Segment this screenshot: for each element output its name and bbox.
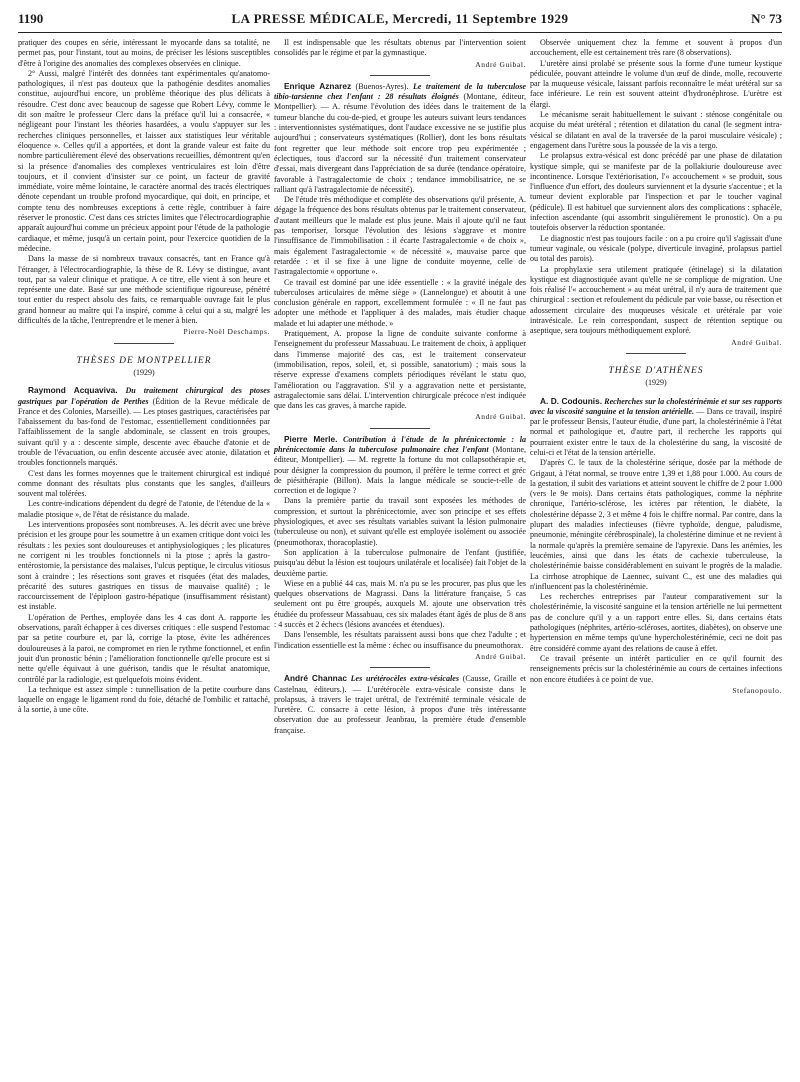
signature: Pierre-Noël Deschamps.	[183, 327, 270, 337]
review-entry	[530, 396, 782, 459]
journal-title: LA PRESSE MÉDICALE, Mercredi, 11 Septembre 1929	[231, 11, 569, 26]
paragraph: Les interventions proposées sont nombreuses. A. les décrit avec une brève précision et les groupe pour les soumettre à un examen critique dont voici les résultats : les pexies sont douloureuses et antiphysiologiques ; les plicatures ne corrigent ni les troubles fonctionnels ni la ptose ; après la gastro-entérostomie, la persistance des malaises, l'ulcus peptique, le circulus vitiosus sont à craindre ; les résections sont graves et risquées (état des malades, précarité des sutures gastriques en tissus de mauvaise qualité) ; le raccourcissement de l'épiploon gastro-hépatique (insuffisamment résistant) est instable.	[18, 520, 270, 612]
signature: André Guibal.	[475, 59, 526, 69]
review-title: Les urétérocèles extra-vésicales	[350, 674, 460, 684]
paragraph: Dans la masse de si nombreux travaux consacrés, tant en France qu'à l'étranger, à l'électrocardiographie, la thèse de R. Lévy se distingue, avant tout, par sa valeur clinique et pratique. A ce titre, elle vient à son heure et représente une date. Basé sur une méthode scientifique rigoureuse, pénétré tout entier du respect absolu des faits, ce remarquable ouvrage fait le plus grand honneur au maître qui l'a inspiré, comme à celui qui a su, malgré les difficultés de la tâche, l'entreprendre et le mener à bien.	[18, 254, 270, 326]
review-text: — Dans ce travail, inspiré par le professeur Bensis, l'auteur étudie, d'une part, la cholestérinémie à l'état normal et pathologique et, d'autre part, il recherche les rapports qui pourraient exister entre le taux de la cholestérine du sang, la viscosité de celui-ci et l'état de la tension artérielle.	[530, 406, 783, 457]
paragraph: 2° Aussi, malgré l'intérêt des données tant expérimentales qu'anatomo-pathologiques, il n'est pas douteux que la pathogénie desdites anomalies constitue, aujourd'hui encore, un problème théorique des plus délicats à résoudre. C'est donc avec beaucoup de sagesse que Robert Lévy, comme le dit son maître le professeur Clerc dans la préface qu'il lui a consacrée, « négligeant pour l'instant les théories hasardées, a voulu s'appuyer sur les recherches cliniques personnelles, et laisser aux statistiques leur véritable éloquence ». Celles qu'il a apportées, et dont la grande valeur est faite du nombre particulièrement élevé des observations recueillies, démontrent qu'en si la présence d'anomalies des complexes ventriculaires est loin d'être toujours, et il convient d'insister sur ce point, un facteur de gravité immédiate, voire même lointaine, le caractère anormal des tracés électriques dénote cependant un trouble profond myocardique, qui doit, en principe, et compte tenu des nombreuses exceptions à cette règle, contribuer à faire réserver le pronostic. C'est dans ces strictes limites que l'électrocardiographie apparaît aujourd'hui comme un précieux appoint pour l'étude de la pathologie cardiaque, et même, jusqu'à un certain point, pour l'exercice quotidien de la médecine.	[18, 68, 270, 253]
divider	[626, 353, 686, 354]
paragraph: Pratiquement, A. propose la ligne de conduite suivante conforme à l'enseignement du professeur Massabuau. Le traitement de choix, à appliquer dans l'immense majorité des cas, est le traitement conservateur (immobilisation, repos, soleil, et, si possible, sanatorium) ; mais sous la réserve expresse d'examens complets périodiques révélant le statu quo, l'amélioration ou l'aggravation. S'il y a aggravation nette et persistante, astragalectomie sans délai. L'intervention chirurgicale précoce n'est indiquée que dans les cas graves, à marche rapide.	[274, 329, 526, 411]
paragraph: La technique est assez simple : tunnellisation de la petite courbure dans laquelle on engage le ligament rond du foie, détaché de l'ombilic et rattaché, à la sortie, à une côte.	[18, 684, 270, 715]
section-title: THÈSE D'ATHÈNES	[608, 365, 704, 376]
paragraph: Ce travail présente un intérêt particulier en ce qu'il fournit des renseignements précis sur la cholestérinémie au cours de certaines infections non encore étudiées à ce point de vue.	[530, 653, 782, 684]
paragraph: pratiquer des coupes en série, intéressant le myocarde dans sa totalité, ne permet pas, pour l'instant, tout au moins, de préciser les lésions susceptibles d'être à l'origine des anomalies des complexes observées en clinique.	[18, 38, 270, 68]
paragraph: Les contre-indications dépendent du degré de l'atonie, de l'étendue de la « maladie ptosique », de l'état de résistance du malade.	[18, 499, 270, 519]
review-entry	[274, 434, 526, 497]
paragraph: L'opération de Perthes, employée dans les 4 cas dont A. rapporte les observations, paraît échapper à ces diverses critiques : elle suspend l'estomac par sa petite courbure et, par là, corrige la ptose, évite les adhérences douloureuses à la paroi, ne compromet en rien le rythme fonctionnel, et enfin jouit d'un pronostic bénin ; l'amélioration fonctionnelle qu'elle procure est si nette qu'elle équivaut à une guérison, tandis que le résultat anatomique, contrôlé par la radiologie, est quelquefois moins évident.	[18, 612, 270, 684]
review-entry	[18, 385, 270, 468]
paragraph: Dans la première partie du travail sont exposées les méthodes de compression, et surtout la phrénicectomie, avec son principe et ses effets physiologiques, et avec ses résultats variables suivant la lésion pulmonaire (tuberculeuse ou non), et suivant qu'elle est employée isolément ou associée (pneumothorax, thoracoplastie).	[274, 496, 526, 547]
review-entry	[274, 81, 526, 195]
review-text: (Montane, éditeur, Montpellier). — A. résume l'évolution des idées dans le traitement de la tumeur blanche du cou-de-pied, et groupe les auteurs suivant leurs tendances : interventionnistes systématiques, dont l'audace excessive ne se justifie plus aujourd'hui ; conservateurs systématiques (Rollier), dont les bons résultats font regretter que leur méthode soit encore trop peu expérimentée ; éclectiques, tous d'accord sur la nécessité d'un traitement conservateur d'essai, mais divergeant dans l'appréciation de sa durée (tendance opératoire, favorable à l'astragalectomie de choix ; tendance immobilisatrice, ne se ralliant qu'à l'astragalectomie de nécessité).	[274, 92, 526, 194]
section-year: (1929)	[645, 378, 667, 388]
divider	[370, 428, 430, 429]
review-place: (Buenos-Ayres).	[355, 81, 409, 91]
paragraph: Son application à la tuberculose pulmonaire de l'enfant (justifiée, puisqu'au début la lésion est toujours unilatérale et localisée) fait l'objet de la deuxième partie.	[274, 547, 526, 578]
paragraph: De l'étude très méthodique et complète des observations qu'il présente, A. dégage la fréquence des bons résultats obtenus par le traitement conservateur, d'autant meilleurs que le malade est plus jeune. Mais il ajoute qu'il ne faut pas temporiser, lorsque l'évolution des lésions s'aggrave et montre l'insuffisance de l'immobilisation : il écarte l'astragalectomie « de choix », mais également l'astragalectomie « de nécessité », mauvaise parce que retardée : et il se fixe à une ligne de conduite moyenne, celle de l'astragalectomie « opportune ».	[274, 195, 526, 277]
paragraph: Ce travail est dominé par une idée essentielle : « la gravité inégale des tuberculoses articulaires de même siège » (Lannelongue) et aboutit à une conclusion générale en rapport, excellemment formulée : « Il ne faut pas adopter une méthode et l'appliquer à des malades, mais étudier chaque malade et lui adapter une méthode. »	[274, 277, 526, 328]
section-year: (1929)	[133, 367, 155, 377]
signature: André Guibal.	[731, 337, 782, 347]
paragraph: C'est dans les formes moyennes que le traitement chirurgical est indiqué comme donnant des résultats plus constants que les sangles, d'ailleurs souvent mal tolérées.	[18, 468, 270, 499]
issue-number: N° 73	[751, 11, 782, 26]
signature: Stefanopoulo.	[732, 685, 782, 695]
paragraph: Observée uniquement chez la femme et souvent à propos d'un accouchement, elle est certainement très rare (8 observations).	[530, 38, 782, 58]
review-entry	[274, 673, 526, 736]
header-rule	[18, 32, 782, 33]
paragraph: Le mécanisme serait habituellement le suivant : sténose congénitale ou acquise du méat urétéral ; rétention et dilatation du canal (le segment intra-vésical se dilatant en aval de la traversée de la paroi musculaire vésicale) ; engagement dans l'urètre sous la poussée de la vis a tergo.	[530, 110, 782, 150]
paragraph: Les recherches entreprises par l'auteur comparativement sur la cholestérinémie, la viscosité sanguine et la tension artérielle ne lui permettent pas de conclure qu'il y a un rapport entre elles. Si, dans certains états pathologiques (néphrites, artério-scléroses, aortites, diabètes), on observe une hypertension en même temps qu'une hypercholestérinémie, ceci ne doit pas être considéré comme ayant des relations de cause à effet.	[530, 592, 782, 653]
review-author: A. D. Codounis.	[540, 395, 603, 406]
signature: André Guibal.	[475, 651, 526, 661]
column-3	[530, 38, 782, 701]
divider	[370, 667, 430, 668]
review-author: André Channac	[284, 673, 347, 684]
paragraph: La prophylaxie sera utilement pratiquée (étinelage) si la dilatation kystique est diagnostiquée avant qu'elle ne se complique de migration. Une fois réalisé l'« accouchement » au méat urétral, il n'y aura de traitement que chirurgical : section et refoulement du pédicule par voie basse, ou résection et adossement circulaire des muqueuses vésicale et urétérale par voie intravésicale. Le rein correspondant, suspect de rétention septique ou aseptique, sera toujours méthodiquement exploré.	[530, 264, 782, 336]
review-text: (Montane, éditeur, Montpellier). — M. regrette la fortune du mot collapsothérapie et, pour désigner la compression du poumon, il préfère le terme correct et gréc de piésithérapie (Billon). Mais la langue médicale se soucie-t-elle de correction et de logique ?	[274, 444, 527, 496]
paragraph: Il est indispensable que les résultats obtenus par l'intervention soient consolidés par le régime et par la gymnastique.	[274, 38, 526, 58]
review-title: Contribution à l'étude de la phrénicectomie : la phrénicectomie dans la tuberculose pulmonaire chez l'enfant	[274, 434, 526, 454]
paragraph: Le diagnostic n'est pas toujours facile : on a pu croire qu'il s'agissait d'une tumeur vaginale, ou vésicale (polype, diverticule invaginé, prolapsus partiel ou total des parois).	[530, 233, 782, 264]
review-author: Raymond Acquaviva.	[28, 385, 118, 396]
signature: André Guibal.	[475, 412, 526, 422]
paragraph: L'uretère ainsi prolabé se présente sous la forme d'une tumeur kystique pédiculée, pouvant atteindre le volume d'un œuf de dinde, molle, recouverte par la muqueuse vésicale, laissant parfois reconnaître le méat urétéral sur sa face inférieure. Le rein est souvent atteint d'hydronéphrose. L'urètre est élargi.	[530, 58, 782, 109]
review-title: Le traitement de la tuberculose tibio-tarsienne chez l'enfant : 28 résultats éloignés	[274, 81, 526, 102]
review-author: Pierre Merle.	[284, 433, 338, 444]
column-1	[18, 38, 270, 716]
paragraph: Wiese en a publié 44 cas, mais M. n'a pu se les procurer, pas plus que les quelques observations de Magrassi. Dans la littérature française, 5 cas seulement ont pu être groupés, auxquels M. ajoute une observation très étudiée du professeur Massabuau, ces six malades étant âgés de plus de 8 ans : 4 succès et 2 échecs (lésions avancées et étendues).	[274, 578, 526, 630]
page-number: 1190	[18, 11, 44, 26]
review-title: Du traitement chirurgical des ptoses gastriques par l'opération de Perthes	[18, 386, 270, 406]
divider	[370, 75, 430, 76]
page-header	[18, 8, 782, 30]
paragraph: D'après C. le taux de la cholestérine sérique, dosée par la méthode de Grigaut, à l'état normal, se trouve entre 1,39 et 1,88 pour 1.000. Au cours de la gestation, il subit des variations et atteint souvent le chiffre de 2 pour 1.000 (vers le 9e mois). Dans certains états pathologiques, comme la néphrite chronique, l'artério-sclérose, les ictères par rétention, le diabète, la cholestérine dépasse 2, 3 et même 4 fois le chiffre normal. Par contre, dans la plupart des maladies infectieuses (fièvre typhoïde, dengue, paludisme, pneumonie, méningite cérébrospinale), la cholestérine diminue et ne revient à la normale qu'après la première semaine de l'apyrexie. Dans les anémies, les leucémies, ainsi que dans les états de cachexie tuberculeuse, la cholestérinémie baisse considérablement en suivant le progrès de la maladie. La cirrhose atrophique de Laennec, suivant C., est une des maladies qui n'influencent pas la cholestérinémie.	[530, 458, 782, 591]
review-text: (Édition de la Revue médicale de France et des Colonies, Marseille). — Les ptoses gastriques, caractérisées par l'abaissement du bas-fond de l'estomac, essentiellement conditionnées par l'affaiblissement de la sangle abdominale, se classent en trois groupes, suivant qu'il y a : descente simple, descente avec ébauche d'atonie et de trouble de l'évacuation, ou enfin descente accusée avec atonie, dilatation et troubles fonctionnels marqués.	[18, 396, 271, 468]
paragraph: Dans l'ensemble, les résultats paraissent aussi bons que chez l'adulte ; et l'indication essentielle est la même : échec ou insuffisance du pneumothorax.	[274, 630, 526, 650]
divider	[114, 343, 174, 344]
review-author: Enrique Aznarez	[284, 80, 352, 91]
column-2	[274, 38, 526, 736]
section-title: THÈSES DE MONTPELLIER	[76, 355, 212, 366]
paragraph: Le prolapsus extra-vésical est donc précédé par une phase de dilatation kystique simple, qui se manifeste par de la pollakiurie douloureuse avec incontinence. Lorsque l'extériorisation, l'« accouchement » se produit, sous l'influence d'un effort, des douleurs surviennent et la dysurie s'accentue ; et la tumeur devient explorable par l'inspection et par le toucher vaginal (pédicule). Il est habituel que surviennent alors des complications : sphacèle, infection ascendante (qui assombrit singulièrement le pronostic). On a pu toutefois observer la réduction spontanée.	[530, 151, 782, 233]
review-text: (Causse, Graille et Castelnau, éditeurs.). — L'urétérocèle extra-vésicale consiste dans le prolapsus, à travers le trajet urétral, de l'extrémité terminale vésicale de l'uretère. C. consacre à cette lésion, à propos d'une très intéressante observation due au professeur Jeanbrau, la première étude d'ensemble française.	[274, 674, 526, 735]
review-title: Recherches sur la cholestérinémie et sur ses rapports avec la viscosité sanguine et la tension artérielle.	[530, 396, 782, 416]
